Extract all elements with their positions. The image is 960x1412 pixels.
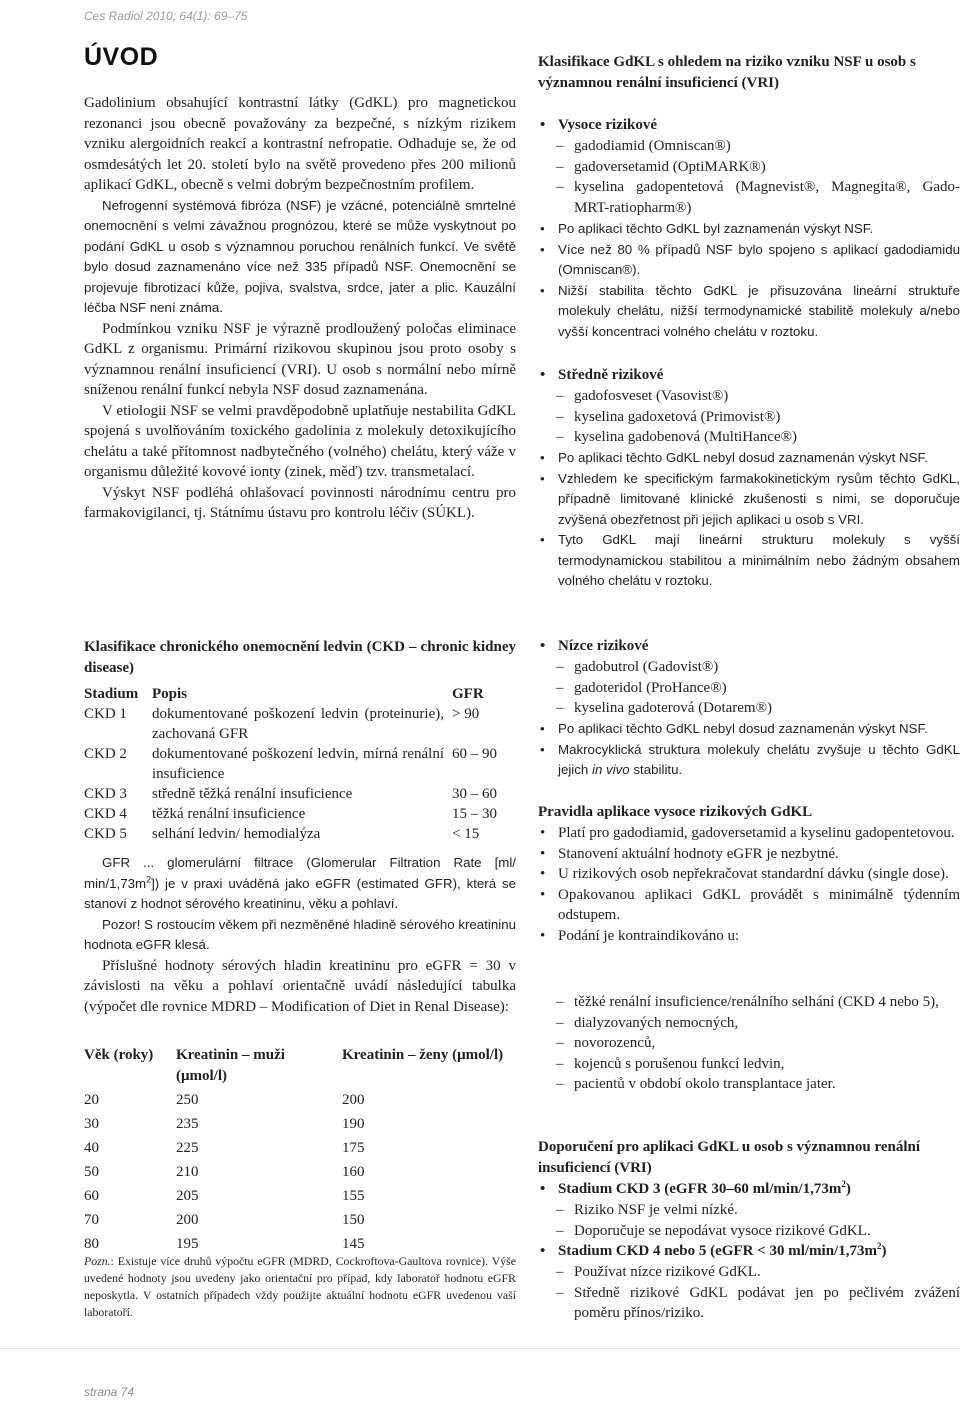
- cell-desc: dokumentované poškození ledvin, mírná renální insuficience: [152, 746, 444, 782]
- contraindications-list: [538, 992, 960, 1095]
- list-item: – kyselina gadoterová (Dotarem®): [538, 698, 960, 719]
- page-number: strana 74: [84, 1385, 135, 1399]
- list-item: – těžké renální insuficience/renálního selhání (CKD 4 nebo 5),: [538, 992, 960, 1013]
- cell-women: 190: [342, 1116, 365, 1132]
- ckd3-label-text: Stadium CKD 3 (eGFR 30–60 ml/min/1,73m: [558, 1181, 842, 1197]
- list-item: – dialyzovaných nemocných,: [538, 1013, 960, 1034]
- footnote-text: : Existuje více druhů výpočtu eGFR (MDRD, Cockroftova-Gaultova rovnice). Výše uvedené hodnoty jsou uvedeny jako orientační pro případ, kdy laboratoř hodnotu eGFR neposkytla. V ostatních případech vždy použijte aktuální hodnotu eGFR uvedenou vaší laboratoří.: [84, 1254, 516, 1319]
- cell-men: 195: [176, 1236, 199, 1252]
- list-item: • Po aplikaci těchto GdKL nebyl dosud zaznamenán výskyt NSF.: [538, 448, 960, 469]
- cell-stage: CKD 4: [84, 806, 127, 822]
- cell-women: 175: [342, 1140, 365, 1156]
- cell-age: 80: [84, 1236, 99, 1252]
- classification-heading: Klasifikace GdKL s ohledem na riziko vzniku NSF u osob s významnou renální insuficiencí (VRI): [538, 54, 916, 91]
- list-item: – gadoteridol (ProHance®): [538, 678, 960, 699]
- list-item: [538, 740, 960, 781]
- list-item: – pacientů v období okolo transplantace jater.: [538, 1074, 960, 1095]
- ckd-heading: Klasifikace chronického onemocnění ledvin (CKD – chronic kidney disease): [84, 639, 516, 676]
- ckd45-label: [538, 1241, 960, 1262]
- cell-gfr: < 15: [452, 826, 480, 842]
- high-risk-list: [538, 115, 960, 136]
- cell-gfr: 30 – 60: [452, 786, 497, 802]
- low-risk-list: [538, 636, 960, 657]
- list-item: – Středně rizikové GdKL podávat jen po pečlivém zvážení poměru přínos/riziko.: [538, 1283, 960, 1324]
- list-item: • Podání je kontraindikováno u:: [538, 926, 960, 947]
- etiology-paragraph: V etiologii NSF se velmi pravděpodobně uplatňuje nestabilita GdKL spojená s uvolňováním toxického gadolinia z molekuly detoxikujícího chelátu a také přítomnost nadbytečného (volného) chelátu, který váže v organismu důležité kovové ionty (zinek, měď) tzv. transmetalací.: [84, 402, 516, 480]
- list-item: – kojenců s porušenou funkcí ledvin,: [538, 1054, 960, 1075]
- cell-desc: selhání ledvin/ hemodialýza: [152, 826, 321, 842]
- col-stage: Stadium: [84, 686, 139, 702]
- ckd3-recommendation: [538, 1179, 960, 1200]
- table-row: [84, 1186, 516, 1210]
- col-age: Věk (roky): [84, 1047, 154, 1063]
- list-item: • Opakovanou aplikaci GdKL provádět s minimálně týdenním odstupem.: [538, 885, 960, 926]
- list-item: – gadofosveset (Vasovist®): [538, 386, 960, 407]
- list-item: – novorozenců,: [538, 1033, 960, 1054]
- list-item: • U rizikových osob nepřekračovat standardní dávku (single dose).: [538, 864, 960, 885]
- cell-gfr: 15 – 30: [452, 806, 497, 822]
- rules-list: [538, 823, 960, 946]
- table-row: [84, 704, 516, 744]
- cell-desc: středně těžká renální insuficience: [152, 786, 353, 802]
- journal-header: Ces Radiol 2010; 64(1): 69–75: [84, 9, 248, 23]
- cell-age: 50: [84, 1164, 99, 1180]
- list-item: • Stanovení aktuální hodnoty eGFR je nezbytné.: [538, 844, 960, 865]
- high-risk-label: • Vysoce rizikové: [538, 115, 960, 136]
- medium-risk-label: • Středně rizikové: [538, 365, 960, 386]
- footer-rule: [0, 1348, 960, 1349]
- cell-gfr: > 90: [452, 706, 480, 722]
- ckd45-label-text: Stadium CKD 4 nebo 5 (eGFR < 30 ml/min/1,73m: [558, 1243, 877, 1259]
- table-row: [84, 1114, 516, 1138]
- table-row: [84, 744, 516, 784]
- list-item: – kyselina gadobenová (MultiHance®): [538, 427, 960, 448]
- table-row: [84, 804, 516, 824]
- nsf-paragraph: Nefrogenní systémová fibróza (NSF) je vzácné, potenciálně smrtelné onemocnění s velmi závažnou prognózou, které se může vyskytnout po podání GdKL u osob s významnou poruchou renálních funkcí. Ve světě bylo dosud zaznamenáno více než 335 případů NSF. Onemocnění se projevuje fibrotizací kůže, pojiva, svalstva, srdce, jater a plic. Kauzální léčba NSF není známa.: [84, 197, 516, 315]
- age-warning: Pozor! S rostoucím věkem při nezměněné hladině sérového kreatininu hodnota eGFR klesá.: [84, 916, 516, 952]
- table-footnote: [84, 1253, 516, 1321]
- col-men: Kreatinin – muži (μmol/l): [176, 1047, 285, 1084]
- elimination-paragraph: Podmínkou vzniku NSF je výrazně prodloužený poločas eliminace GdKL z organismu. Primární rizikovou skupinou jsou proto osoby s významnou renální insuficiencí (VRI). U osob s normální nebo mírně sníženou renální funkcí nebyla NSF dosud zaznamenána.: [84, 320, 516, 398]
- rules-heading: Pravidla aplikace vysoce rizikových GdKL: [538, 804, 813, 820]
- note-emphasis: in vivo: [592, 762, 630, 777]
- list-item: • Vzhledem ke specifickým farmakokinetickým rysům těchto GdKL, případně limitované klinické zkušenosti s nimi, se doporučuje zvýšená obezřetnost při jejich aplikaci u osob s VRI.: [538, 469, 960, 531]
- ckd3-label: [538, 1179, 960, 1200]
- table-row: [84, 1090, 516, 1114]
- list-item: • Tyto GdKL mají lineární strukturu molekuly s vyšší termodynamickou stabilitou a minimálním nebo žádným obsahem volného chelátu v roztoku.: [538, 530, 960, 592]
- low-risk-agents: [538, 657, 960, 719]
- cell-age: 60: [84, 1188, 99, 1204]
- gfr-note-sup: 2: [146, 874, 152, 885]
- cell-desc: dokumentované poškození ledvin (proteinurie), zachovaná GFR: [152, 706, 444, 742]
- cell-stage: CKD 5: [84, 826, 127, 842]
- cell-stage: CKD 3: [84, 786, 127, 802]
- cell-age: 40: [84, 1140, 99, 1156]
- cell-men: 210: [176, 1164, 199, 1180]
- ckd45-label-end: ): [881, 1243, 887, 1259]
- table-row: [84, 1162, 516, 1186]
- ckd3-label-sup: 2: [841, 1179, 846, 1189]
- low-risk-label: • Nízce rizikové: [538, 636, 960, 657]
- list-item: • Nižší stabilita těchto GdKL je přisuzována lineární struktuře molekuly chelátu, nižší termodynamické stabilitě molekuly a/nebo vyšší koncentraci volného chelátu v roztoku.: [538, 281, 960, 343]
- cell-men: 200: [176, 1212, 199, 1228]
- list-item: • Po aplikaci těchto GdKL byl zaznamenán výskyt NSF.: [538, 219, 960, 240]
- list-item: – kyselina gadoxetová (Primovist®): [538, 407, 960, 428]
- table-header-row: [84, 1045, 516, 1090]
- gfr-note-text: GFR ... glomerulární filtrace (Glomerular Filtration Rate [ml/ min/1,73m: [84, 855, 516, 891]
- cell-women: 160: [342, 1164, 365, 1180]
- table-row: [84, 1210, 516, 1234]
- cell-stage: CKD 1: [84, 706, 127, 722]
- medium-risk-list: [538, 365, 960, 386]
- low-risk-notes: [538, 719, 960, 781]
- intro-paragraph: Gadolinium obsahující kontrastní látky (GdKL) pro magnetickou rezonanci jsou obecně považovány za bezpečné, s nízkým rizikem vzniku alergoidních reakcí a kontrastní nefropatie. Odhaduje se, že od osmdesátých let 20. století bylo na světě provedeno přes 200 milionů aplikací GdKL, obecně s velmi dobrým bezpečnostním profilem.: [84, 95, 516, 193]
- table-row: [84, 824, 516, 844]
- cell-men: 250: [176, 1092, 199, 1108]
- list-item: – Doporučuje se nepodávat vysoce rizikové GdKL.: [538, 1221, 960, 1242]
- cell-women: 145: [342, 1236, 365, 1252]
- list-item: – kyselina gadopentetová (Magnevist®, Magnegita®, Gado-MRT-ratiopharm®): [538, 177, 960, 218]
- footnote-label: Pozn.: [84, 1254, 111, 1268]
- note-text: Makrocyklická struktura molekuly chelátu zvyšuje u těchto GdKL jejich: [558, 741, 960, 777]
- ckd45-label-sup: 2: [876, 1241, 882, 1251]
- note-text-end: stabilitu.: [629, 762, 683, 777]
- cell-men: 235: [176, 1116, 199, 1132]
- list-item: • Více než 80 % případů NSF bylo spojeno s aplikací gadodiamidu (Omniscan®).: [538, 240, 960, 281]
- list-item: – gadoversetamid (OptiMARK®): [538, 157, 960, 178]
- cell-age: 20: [84, 1092, 99, 1108]
- list-item: – gadodiamid (Omniscan®): [538, 136, 960, 157]
- list-item: – Riziko NSF je velmi nízké.: [538, 1200, 960, 1221]
- high-risk-notes: [538, 219, 960, 342]
- ckd-table: [84, 684, 516, 844]
- table-row: [84, 1138, 516, 1162]
- table-intro: Příslušné hodnoty sérových hladin kreatininu pro eGFR = 30 v závislosti na věku a pohlaví orientačně uvádí následující tabulka (výpočet dle rovnice MDRD – Modification of Diet in Renal Disease):: [84, 957, 516, 1015]
- cell-men: 225: [176, 1140, 199, 1156]
- ckd45-recommendation: [538, 1241, 960, 1262]
- cell-age: 70: [84, 1212, 99, 1228]
- cell-stage: CKD 2: [84, 746, 127, 762]
- high-risk-agents: [538, 136, 960, 218]
- cell-men: 205: [176, 1188, 199, 1204]
- cell-women: 150: [342, 1212, 365, 1228]
- cell-women: 155: [342, 1188, 365, 1204]
- gfr-note: [84, 853, 516, 915]
- table-header-row: [84, 684, 516, 704]
- recommendation-heading: Doporučení pro aplikaci GdKL u osob s významnou renální insuficiencí (VRI): [538, 1139, 921, 1176]
- reporting-paragraph: Výskyt NSF podléhá ohlašovací povinnosti národnímu centru pro farmakovigilanci, tj. Státnímu ústavu pro kontrolu léčiv (SÚKL).: [84, 484, 516, 521]
- cell-desc: těžká renální insuficience: [152, 806, 306, 822]
- table-row: [84, 784, 516, 804]
- col-women: Kreatinin – ženy (μmol/l): [342, 1047, 504, 1063]
- list-item: • Po aplikaci těchto GdKL nebyl dosud zaznamenán výskyt NSF.: [538, 719, 960, 740]
- list-item: – gadobutrol (Gadovist®): [538, 657, 960, 678]
- medium-risk-notes: [538, 448, 960, 592]
- cell-women: 200: [342, 1092, 365, 1108]
- gfr-note-text-end: ]) je v praxi uváděná jako eGFR (estimated GFR), která se stanoví z hodnot sérového kreatininu, věku a pohlaví.: [84, 875, 516, 911]
- cell-gfr: 60 – 90: [452, 746, 497, 762]
- ckd3-items: [538, 1200, 960, 1241]
- col-desc: Popis: [152, 686, 188, 702]
- ckd45-items: [538, 1262, 960, 1324]
- section-title: ÚVOD: [84, 43, 159, 71]
- col-gfr: GFR: [452, 686, 484, 702]
- list-item: • Platí pro gadodiamid, gadoversetamid a kyselinu gadopentetovou.: [538, 823, 960, 844]
- list-item: – Používat nízce rizikové GdKL.: [538, 1262, 960, 1283]
- ckd3-label-end: ): [845, 1181, 851, 1197]
- medium-risk-agents: [538, 386, 960, 448]
- creatinine-table: [84, 1045, 516, 1258]
- cell-age: 30: [84, 1116, 99, 1132]
